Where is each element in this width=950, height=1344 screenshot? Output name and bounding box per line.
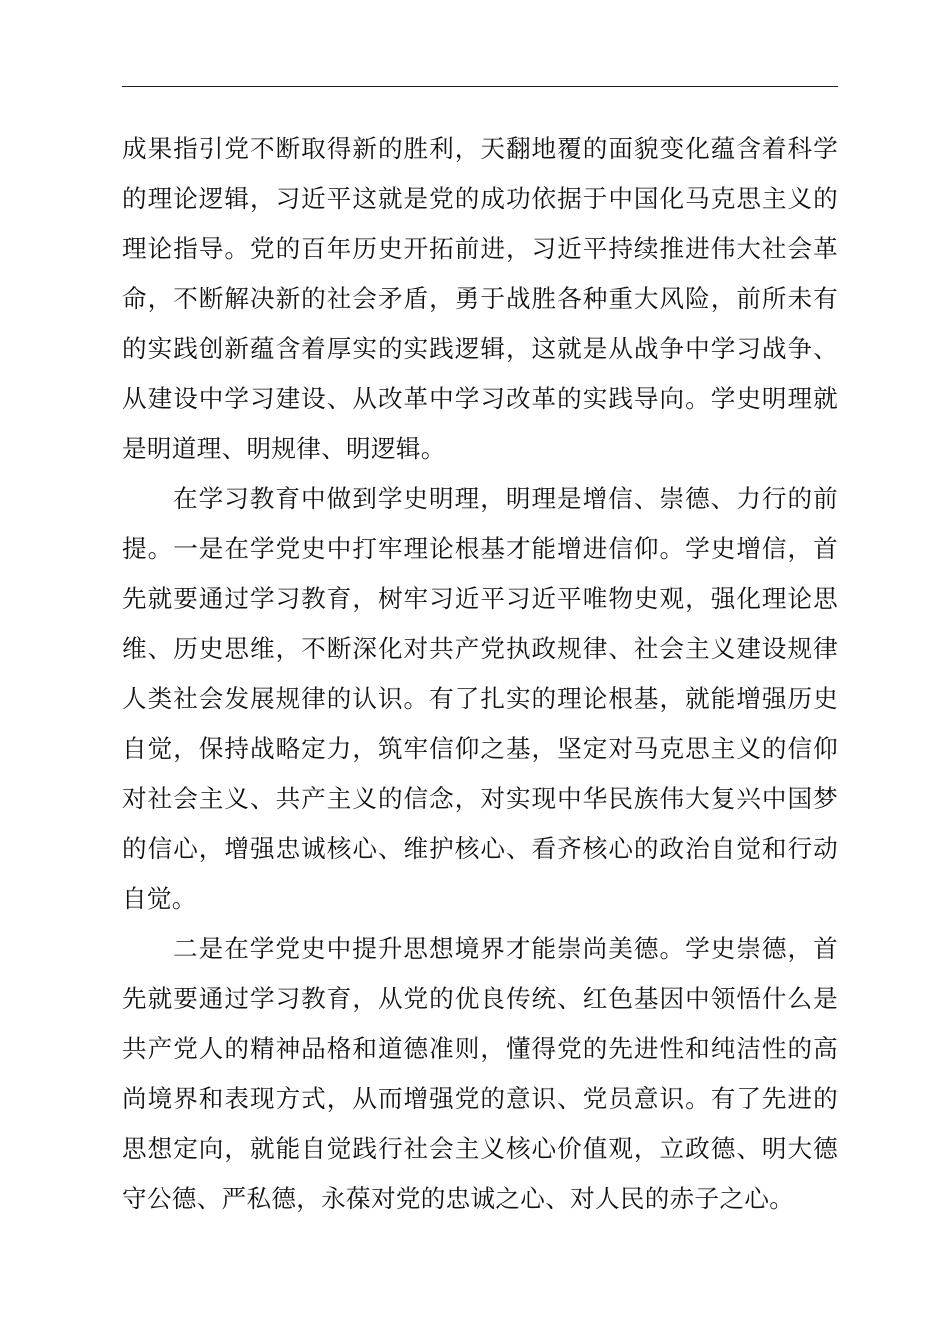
text-line-12: 人类社会发展规律的认识。有了扎实的理论根基，就能增强历史 <box>122 684 838 713</box>
text-line-3: 理论指导。党的百年历史开拓前进，习近平持续推进伟大社会革 <box>122 234 838 263</box>
text-line-8: 在学习教育中做到学史明理，明理是增信、崇德、力行的前 <box>173 484 838 513</box>
text-line-7: 是明道理、明规律、明逻辑。 <box>122 434 446 463</box>
text-line-15: 的信心，增强忠诚核心、维护核心、看齐核心的政治自觉和行动 <box>122 834 838 863</box>
text-line-17: 二是在学党史中提升思想境界才能崇尚美德。学史崇德，首 <box>173 934 838 963</box>
text-line-4: 命，不断解决新的社会矛盾，勇于战胜各种重大风险，前所未有 <box>122 284 838 313</box>
text-line-1: 成果指引党不断取得新的胜利，天翻地覆的面貌变化蕴含着科学 <box>122 134 838 163</box>
text-line-2: 的理论逻辑，习近平这就是党的成功依据于中国化马克思主义的 <box>122 184 838 213</box>
text-line-21: 思想定向，就能自觉践行社会主义核心价值观，立政德、明大德 <box>122 1134 838 1163</box>
text-line-9: 提。一是在学党史中打牢理论根基才能增进信仰。学史增信，首 <box>122 534 838 563</box>
text-line-22: 守公德、严私德，永葆对党的忠诚之心、对人民的赤子之心。 <box>122 1184 795 1213</box>
text-line-16: 自觉。 <box>122 884 197 913</box>
text-line-18: 先就要通过学习教育，从党的优良传统、红色基因中领悟什么是 <box>122 984 838 1013</box>
text-line-6: 从建设中学习建设、从改革中学习改革的实践导向。学史明理就 <box>122 384 838 413</box>
text-line-5: 的实践创新蕴含着厚实的实践逻辑，这就是从战争中学习战争、 <box>122 334 838 363</box>
text-line-13: 自觉，保持战略定力，筑牢信仰之基，坚定对马克思主义的信仰 <box>122 734 838 763</box>
text-line-11: 维、历史思维，不断深化对共产党执政规律、社会主义建设规律 <box>122 634 838 663</box>
text-line-10: 先就要通过学习教育，树牢习近平习近平唯物史观，强化理论思 <box>122 584 838 613</box>
header-rule <box>122 86 838 87</box>
text-line-14: 对社会主义、共产主义的信念，对实现中华民族伟大复兴中国梦 <box>122 784 838 813</box>
text-line-19: 共产党人的精神品格和道德准则，懂得党的先进性和纯洁性的高 <box>122 1034 838 1063</box>
text-line-20: 尚境界和表现方式，从而增强党的意识、党员意识。有了先进的 <box>122 1084 838 1113</box>
